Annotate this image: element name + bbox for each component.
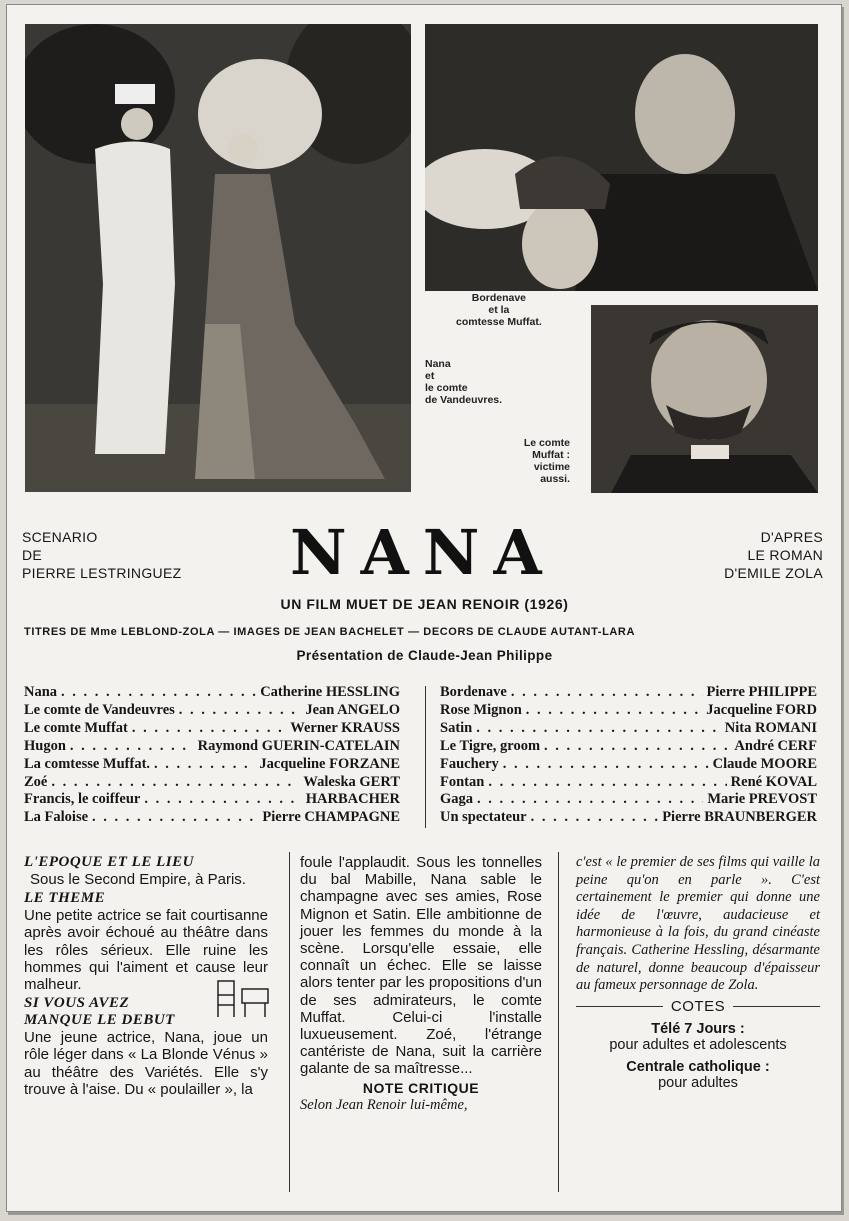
cast-row: Gaga . . . Marie PREVOST <box>440 791 817 809</box>
debut-heading-block <box>24 995 268 1029</box>
photo-bordenave-comtesse <box>425 24 818 291</box>
cast-row: La Faloise . . . Pierre CHAMPAGNE <box>24 809 400 827</box>
cast-row: Satin . . . Nita ROMANI <box>440 720 817 738</box>
section-heading-theme: LE THEME <box>24 890 106 907</box>
column-divider <box>289 852 290 1192</box>
rating-centrale-label: Centrale catholique : <box>626 1058 770 1075</box>
cast-row: Francis, le coiffeur . . . HARBACHER <box>24 791 400 809</box>
presentation-credit: Présentation de Claude-Jean Philippe <box>296 648 553 663</box>
cast-row: Le Tigre, groom . . . André CERF <box>440 738 817 756</box>
cast-row: Fontan . . . René KOVAL <box>440 774 817 792</box>
story-text: foule l'applaudit. Sous les tonnelles du bal Mabille, Nana sable le champagne avec ses amies, Rose Mignon et Satin. Elle ambitionne de jouer les femmes du monde à la scène. Lorsqu'elle essaie, elle connaît un échec. Elle se laisse alors tenter par les propositions d'un de ses admirateurs, le comte Muffat. Celui-ci l'installe luxueusement. Zoé, l'étrange cantériste de Nana, suit la carrière galante de sa maîtresse... <box>300 854 542 1078</box>
cast-row: Fauchery . . . Claude MOORE <box>440 756 817 774</box>
debut-text: Une jeune actrice, Nana, joue un rôle léger dans « La Blonde Vénus » au théâtre des Variétés. Elle s'y trouve à l'aise. Du « poulailler », la <box>24 1029 268 1098</box>
caption-bordenave: Bordenave et la comtesse Muffat. <box>456 292 542 328</box>
chair-table-icon <box>214 979 272 1019</box>
section-heading-epoque: L'EPOQUE ET LE LIEU <box>24 854 194 870</box>
cotes-block <box>576 999 820 1091</box>
column-story <box>300 854 542 1114</box>
caption-nana: Nana et le comte de Vandeuvres. <box>425 358 503 406</box>
source-credit: D'APRES LE ROMAN D'EMILE ZOLA <box>724 529 823 581</box>
rating-tele-label: Télé 7 Jours : <box>651 1020 745 1037</box>
cast-row: La comtesse Muffat. . . . Jacqueline FORZANE <box>24 756 400 774</box>
film-title: NANA <box>290 516 556 589</box>
rating-centrale-value: pour adultes <box>658 1074 738 1091</box>
cast-list-left <box>24 684 400 827</box>
photo-nana-vandeuvres <box>25 24 411 492</box>
cast-divider <box>425 686 426 828</box>
cast-row: Le comte Muffat . . . Werner KRAUSS <box>24 720 400 738</box>
cast-row: Rose Mignon . . . Jacqueline FORD <box>440 702 817 720</box>
cast-row: Zoé . . . Waleska GERT <box>24 774 400 792</box>
note-critique-heading: NOTE CRITIQUE <box>362 1079 480 1096</box>
scenario-credit: SCENARIO DE PIERRE LESTRINGUEZ <box>22 529 182 581</box>
crew-credits: TITRES DE Mme LEBLOND-ZOLA — IMAGES DE JEAN BACHELET — DECORS DE CLAUDE AUTANT-LARA <box>24 626 636 638</box>
section-heading-debut: SI VOUS AVEZ MANQUE LE DEBUT <box>24 995 175 1029</box>
column-divider <box>558 852 559 1192</box>
rating-tele-value: pour adultes et adolescents <box>609 1036 787 1053</box>
film-subtitle: UN FILM MUET DE JEAN RENOIR (1926) <box>280 596 569 612</box>
cast-row: Bordenave . . . Pierre PHILIPPE <box>440 684 817 702</box>
theme-text: Une petite actrice se fait courtisanne après avoir échoué au théâtre dans les rôles sérieux. Elle ruine les hommes qui l'aiment et cause leur malheur. <box>24 907 268 994</box>
critique-text: c'est « le premier de ses films qui vaille la peine qu'on en parle ». C'est certainement le premier qui donne une idée de l'œuvre, audacieuse et harmonieuse à la fois, du grand cinéaste français. Catherine Hessling, désarmante de naturel, donne beaucoup d'épaisseur au fameux personnage de Zola. <box>576 854 820 994</box>
cast-row: Hugon . . . Raymond GUERIN-CATELAIN <box>24 738 400 756</box>
cast-row: Le comte de Vandeuvres . . . Jean ANGELO <box>24 702 400 720</box>
cotes-heading: COTES <box>576 999 820 1015</box>
column-synopsis <box>24 854 268 1098</box>
epoque-text: Sous le Second Empire, à Paris. <box>30 871 246 888</box>
caption-muffat: Le comte Muffat : victime aussi. <box>523 437 570 485</box>
column-critique <box>576 854 820 1091</box>
photo-comte-muffat <box>591 305 818 493</box>
cast-row: Nana . . . Catherine HESSLING <box>24 684 400 702</box>
cast-row: Un spectateur . . . Pierre BRAUNBERGER <box>440 809 817 827</box>
cast-list-right <box>440 684 817 827</box>
note-critique-text: Selon Jean Renoir lui-même, <box>300 1096 468 1113</box>
